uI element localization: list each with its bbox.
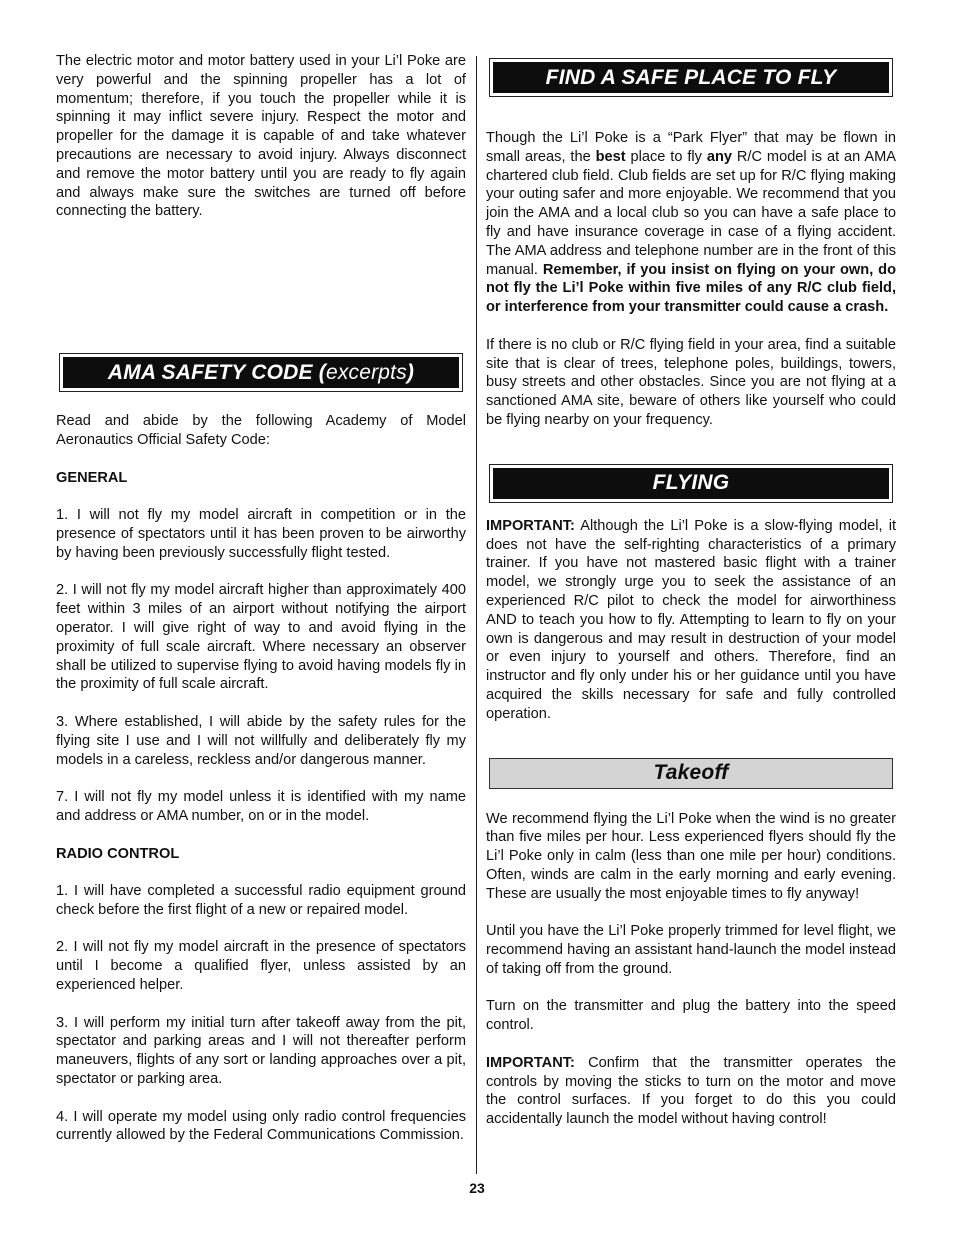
takeoff-paragraph-3: Turn on the transmitter and plug the battery into the speed control. [486, 998, 896, 1034]
flying-important-label: IMPORTANT: [486, 517, 575, 534]
flying-important-paragraph [486, 517, 896, 724]
safe-p1-text-c: place to fly [625, 148, 707, 165]
general-rule-2: 2. I will not fly my model aircraft higher than approximately 400 feet within 3 miles of an airport without notifying the airport operator. I will give right of way to and avoid flying in the proximity of full scale aircraft. Where necessary an observer shall be utilized to supervise flying to avoid having models fly in the proximity of full scale aircraft. [56, 582, 466, 693]
general-rule-7: 7. I will not fly my model unless it is identified with my name and address or AMA number, on or in the model. [56, 789, 466, 824]
radio-control-subheading: RADIO CONTROL [56, 845, 180, 862]
ama-intro-paragraph: Read and abide by the following Academy of Model Aeronautics Official Safety Code: [56, 413, 466, 448]
radio-rule-4: 4. I will operate my model using only radio control frequencies currently allowed by the Federal Communications Commission. [56, 1108, 466, 1144]
radio-rule-3: 3. I will perform my initial turn after takeoff away from the pit, spectator and parking areas and I will not thereafter perform maneuvers, flights of any sort or landing approaches over a pit, spectator or parking area. [56, 1014, 466, 1088]
flying-title: FLYING [493, 468, 889, 499]
spacer [486, 430, 896, 464]
takeoff-header [489, 758, 893, 789]
takeoff-paragraph-1: We recommend flying the Li’l Poke when the wind is no greater than five miles per hour. Less experienced flyers should fly the Li’l Poke only in calm (less than one mile per hour) conditions. Often, winds are calm in the early morning and early evening. These are usually the most enjoyable times to fly anyway! [486, 810, 896, 902]
flying-header [489, 464, 893, 503]
safe-p1-warning: Remember, if you insist on flying on your own, do not fly the Li’l Poke within five miles of any R/C club field, or interference from your transmitter could cause a crash. [486, 261, 896, 316]
safe-place-paragraph-1 [486, 129, 896, 317]
takeoff-paragraph-2: Until you have the Li’l Poke properly trimmed for level flight, we recommend having an assistant hand-launch the model instead of taking off from the ground. [486, 923, 896, 977]
radio-rule-1: 1. I will have completed a successful radio equipment ground check before the first flight of a new or repaired model. [56, 883, 466, 918]
radio-rule-2: 2. I will not fly my model aircraft in the presence of spectators until I become a qualified flyer, unless assisted by an experienced helper. [56, 939, 466, 994]
safe-p1-best: best [595, 148, 626, 165]
takeoff-title: Takeoff [653, 761, 729, 785]
takeoff-important-paragraph [486, 1054, 896, 1129]
general-rule-1: 1. I will not fly my model aircraft in competition or in the presence of spectators until it has been proven to be airworthy by having been previously successfully flight tested. [56, 507, 466, 561]
left-column [56, 52, 466, 1145]
column-divider [476, 56, 477, 1174]
page-number: 23 [469, 1180, 485, 1196]
find-safe-place-header [489, 58, 893, 97]
safe-p1-text-e: R/C model is at an AMA chartered club field. Club fields are set up for R/C flying making your outing safer and more enjoyable. We recommend that you join the AMA and a local club so you can have a safe place to fly and have insurance coverage in case of a flying accident. The AMA address and telephone number are in the front of this manual. [486, 148, 896, 278]
spacer [56, 221, 466, 353]
takeoff-important-text: Confirm that the transmitter operates the controls by moving the sticks to turn on the motor and move the control surfaces. If you forget to do this you could accidentally launch the model without having control! [486, 1054, 896, 1128]
spacer [486, 724, 896, 758]
safe-p1-text-a: Though the Li’l Poke is a “Park Flyer” that may be flown in small areas, the [486, 130, 896, 165]
flying-important-text: Although the Li’l Poke is a slow-flying model, it does not have the self-righting characteristics of a primary trainer. If you have not mastered basic flight with a trainer model, we strongly urge you to seek the assistance of an experienced R/C pilot to check the model for airworthiness AND to teach you how to fly. Attempting to learn to fly on your own is dangerous and may result in destruction of your model or even injury to yourself and others. Therefore, find an instructor and fly only under his or her guidance until you have acquired the skills necessary for safe and fully controlled operation. [486, 517, 896, 722]
takeoff-important-label: IMPORTANT: [486, 1054, 575, 1071]
safe-p1-any: any [706, 148, 732, 165]
ama-safety-code-header [59, 353, 463, 392]
ama-header-bold: AMA SAFETY CODE ( [107, 360, 326, 384]
ama-safety-code-title [63, 357, 459, 388]
right-column [486, 52, 896, 1129]
motor-safety-paragraph: The electric motor and motor battery used in your Li’l Poke are very powerful and the spinning propeller has a lot of momentum; therefore, if you touch the propeller while it is spinning it may inflict severe injury. Respect the motor and propeller for the damage it is capable of and take whatever precautions are necessary to avoid injury. Always disconnect and remove the motor battery until you are ready to fly again and always make sure the switches are turned off before connecting the battery. [56, 53, 466, 220]
general-rule-3: 3. Where established, I will abide by the safety rules for the flying site I use and I will not willfully and deliberately fly my models in a careless, reckless and/or dangerous manner. [56, 713, 466, 768]
safe-place-paragraph-2: If there is no club or R/C flying field in your area, find a suitable site that is clear of trees, telephone poles, buildings, towers, busy streets and other obstacles. Since you are not flying at a sanctioned AMA site, beware of others like yourself who could be flying nearby on your frequency. [486, 336, 896, 428]
general-subheading: GENERAL [56, 469, 128, 486]
find-safe-place-title: FIND A SAFE PLACE TO FLY [493, 62, 889, 93]
ama-header-excerpts: excerpts [325, 360, 407, 384]
ama-header-close: ) [406, 360, 415, 384]
